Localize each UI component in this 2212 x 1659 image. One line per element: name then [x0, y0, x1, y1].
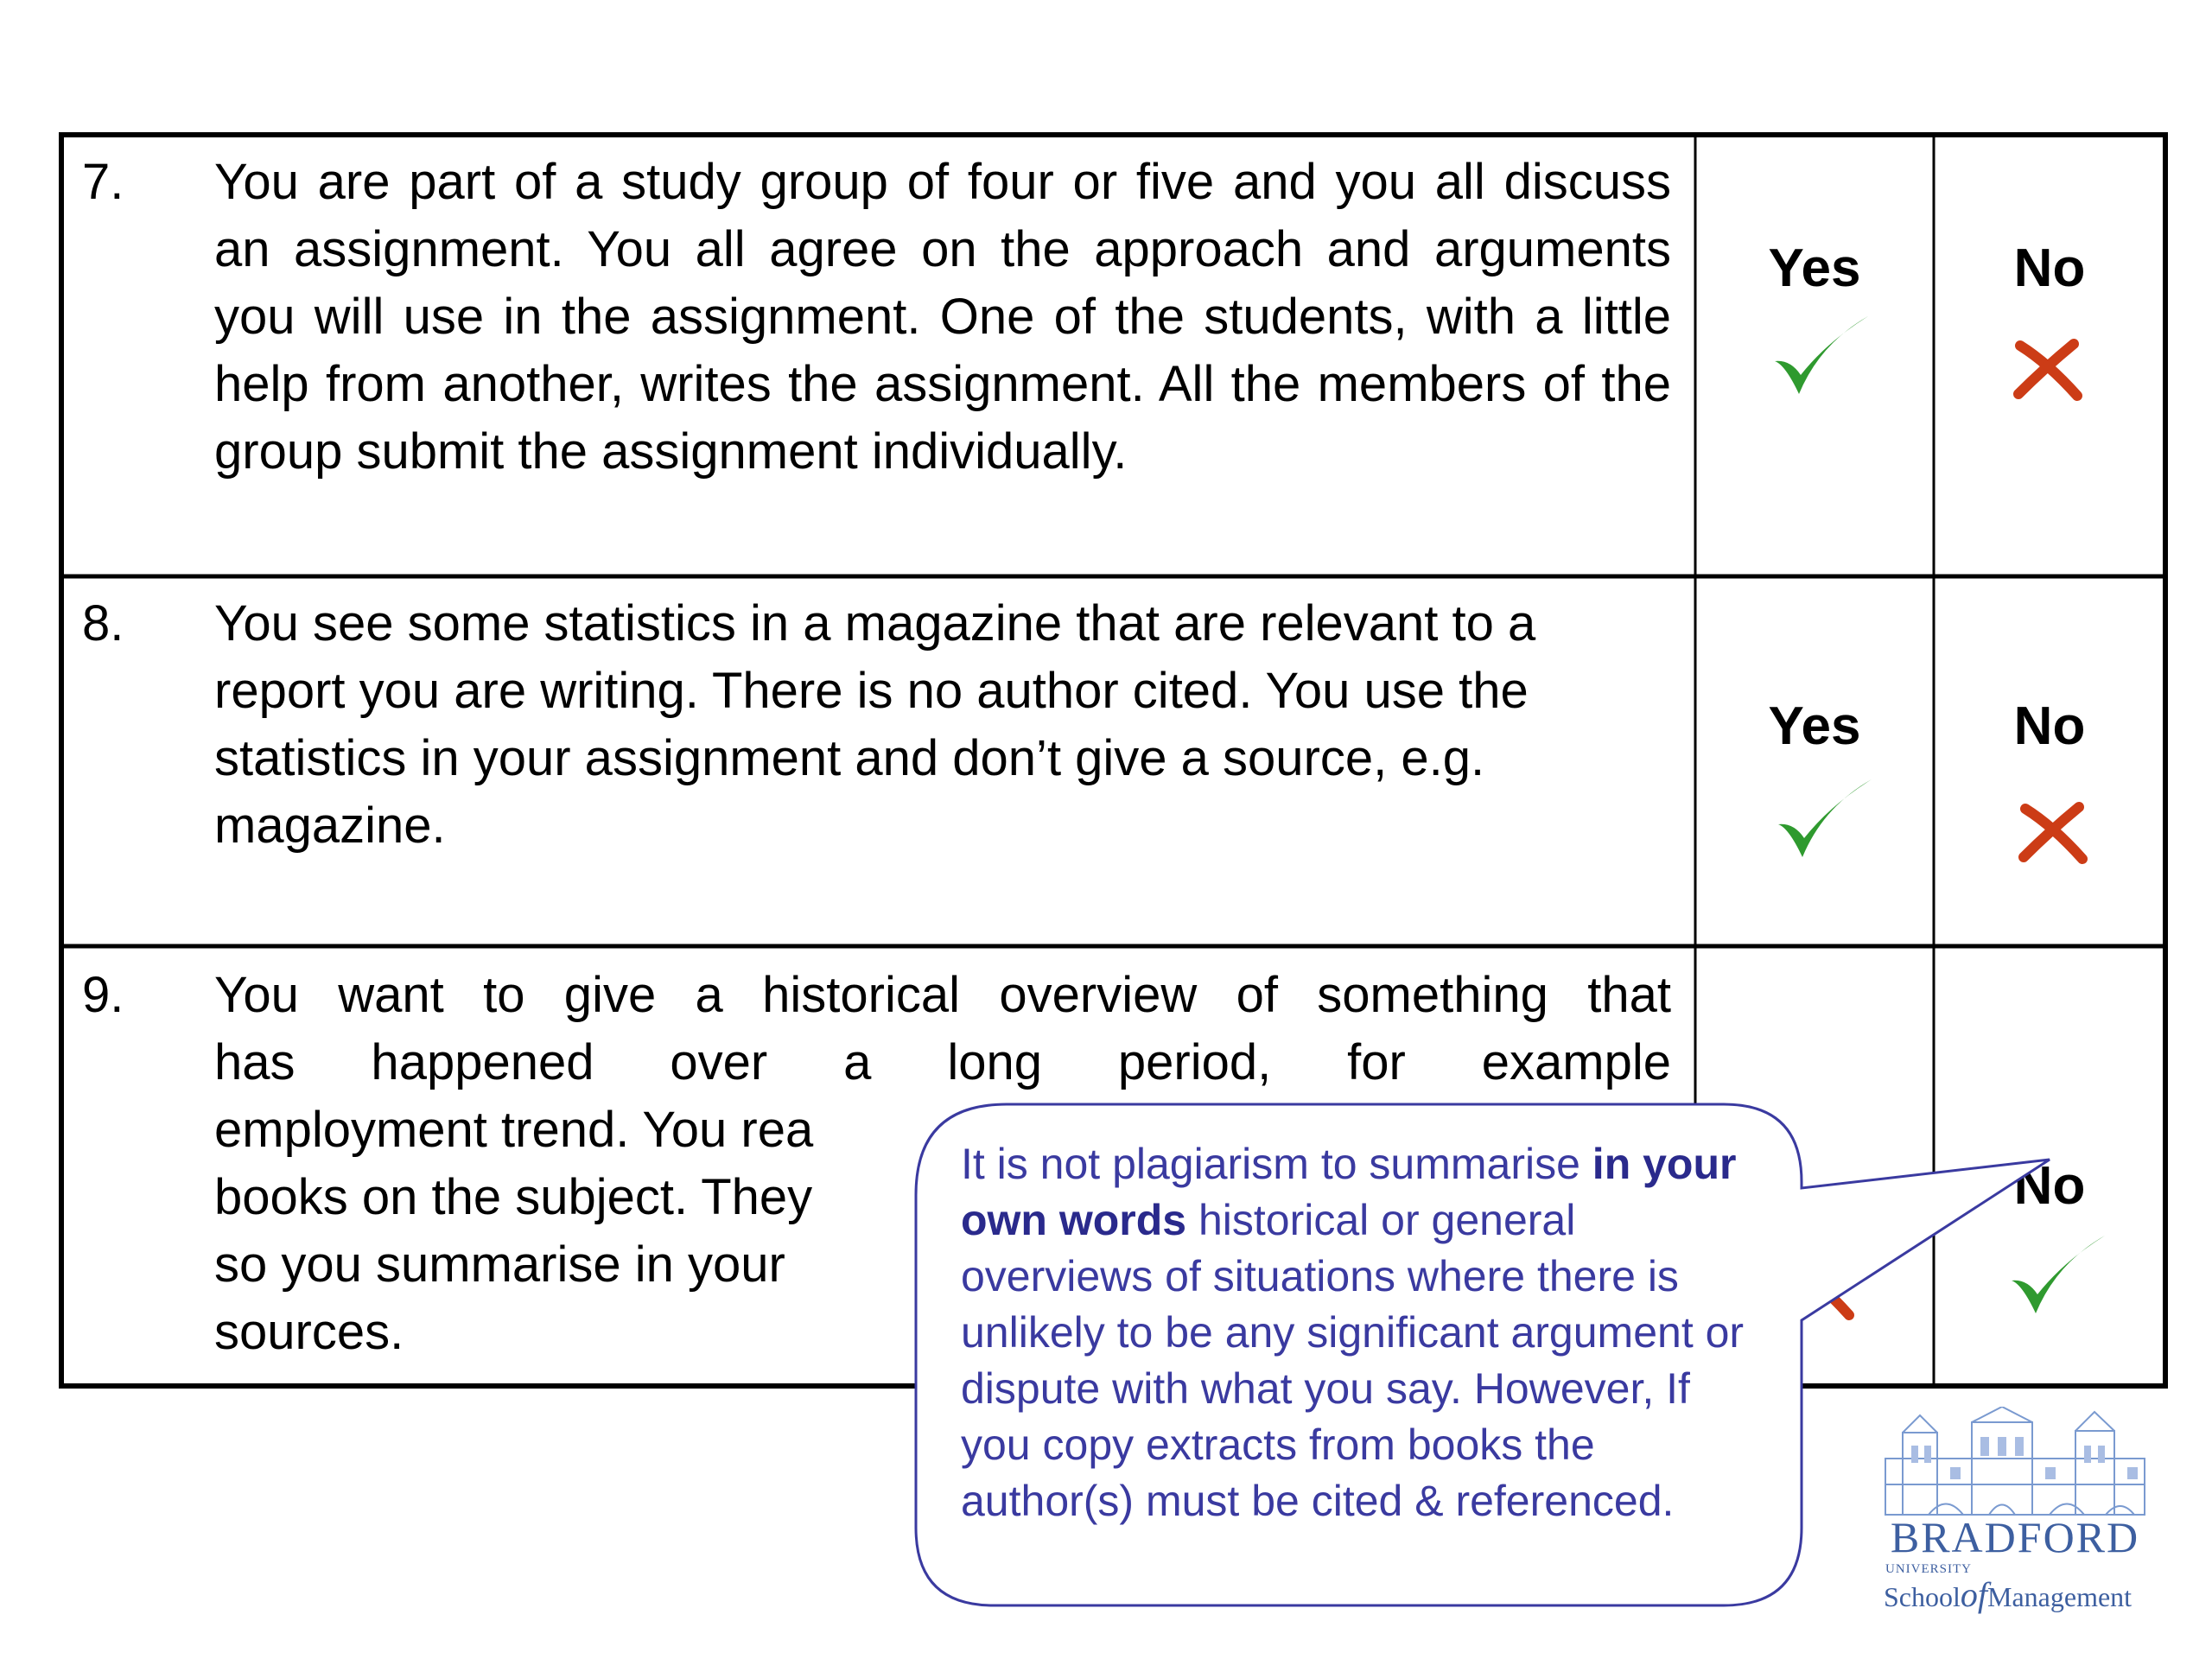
question-text-line: books on the subject. They — [214, 1169, 813, 1225]
question-text-line: sources. — [214, 1304, 404, 1360]
no-label: No — [2013, 1156, 2086, 1216]
callout-emphasis: in your own words — [961, 1140, 1737, 1244]
no-label: No — [2013, 696, 2086, 756]
question-text: You see some statistics in a magazine that are relevant to a report you are writing. There is no author cited. You use the statistics in your assignment and don’t give a source, e.g. magazine. — [214, 595, 1536, 854]
question-text-line: has happened over a long period, for example — [214, 1034, 1671, 1090]
question-text-line: so you summarise in your — [214, 1236, 785, 1293]
question-text-line: employment trend. You rea — [214, 1102, 814, 1158]
logo-school: SchoolofManagement — [1884, 1575, 2133, 1614]
question-number: 7. — [82, 154, 124, 210]
question-number: 9. — [82, 967, 124, 1023]
callout-text: It is not plagiarism to summarise in your own words historical or general overviews of situations where there is unlikely to be any significant argument or dispute with what you say. However, If you copy extracts from books the author(s) must be cited & referenced. — [961, 1140, 1745, 1525]
yes-label: Yes — [1768, 696, 1861, 756]
yes-label: Yes — [1768, 238, 1861, 298]
question-text: You are part of a study group of four or five and you all discuss an assignment. You all agree on the approach and arguments you will use in the assignment. One of the students, with a little help from another, writes the assignment. All the members of the group submit the assignment individually. — [214, 154, 1671, 480]
question-number: 8. — [82, 595, 124, 652]
logo-university: UNIVERSITY — [1885, 1562, 1972, 1576]
question-text-line: You want to give a historical overview of something that — [214, 967, 1671, 1023]
logo-name: BRADFORD — [1890, 1513, 2140, 1561]
no-label: No — [2013, 238, 2086, 298]
